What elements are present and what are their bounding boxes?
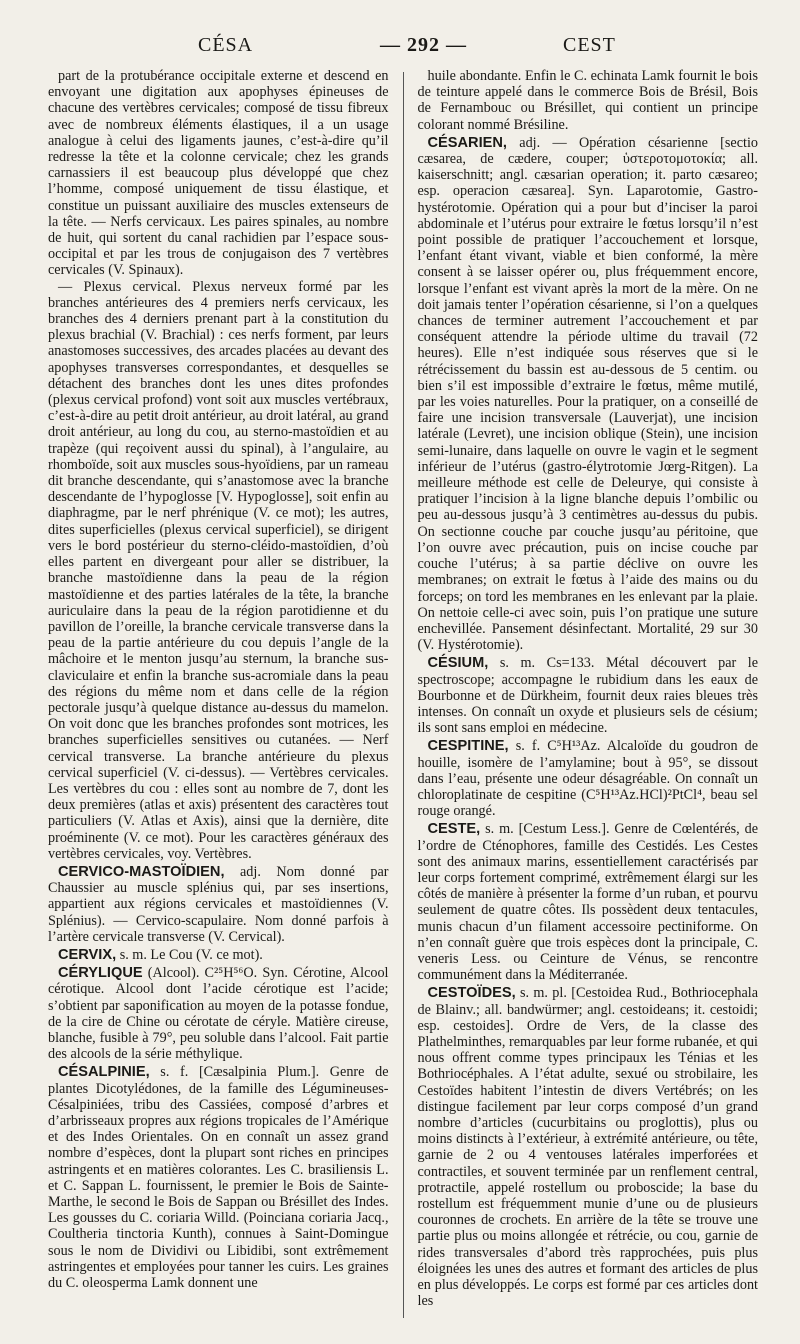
- entry-text: s. m. Cs=133. Métal découvert par le spectroscope; accompagne le rubidium dans les eaux de Bourbonne et de Dürkheim, fournit deux raies bleues très intenses. On connaît un oxyde et plusieurs sels de césium; ils sont sans emploi en médecine.: [417, 655, 758, 737]
- entry-headword: CÉRYLIQUE: [58, 965, 143, 982]
- dictionary-entry: [418, 821, 759, 983]
- entry-text: adj. — Opération césarienne [sectio cæsarea, de cædere, couper; ὑστεροτομοτοκία; all. kaiserschnitt; angl. cæsarian operation; it. parto cæsareo; esp. operacion cæsarea]. Syn. Laparotomie, Gastro-hystérotomie. Opération qui a pour but d’inciser la paroi abdominale et l’utérus pour extraire le fœtus lorsqu’il n’est point possible de pratiquer l’accouchement et lorsque, l’enfant étant vivant, viable et bien conformé, la mère consent à se laisser opérer ou, plus fréquemment encore, lorsque l’enfant est vivant après la mort de la mère. On ne doit jamais tenter l’opération césarienne, si l’on a quelques chances de terminer autrement l’accouchement et par conséquent attendre la période ultime du travail (72 heures). Elle n’est indiquée sous réserves que si le rétrécissement du bassin est au-dessous de 5 centim. ou bien s’il est impossible d’extraire le fœtus, même mutilé, par les voies naturelles. Pour la pratiquer, on a conseillé de faire une incision transversale (Lauverjat), une incision latérale (Levret), une incision oblique (Stein), une incision semi-lunaire, dans laquelle on ouvre le vagin et le segment inférieur de l’utérus (gastro-élytrotomie Jœrg-Ritgen). La meilleure méthode est celle de Deleurye, qui consiste à pratiquer l’incision à la ligne blanche depuis l’ombilic ou peu au-dessous jusqu’à 3 centimètres au-dessus du pubis. On sectionne couche par couche jusqu’au péritoine, que l’on ouvre avec précaution, puis on incise couche par couche l’utérus; à sa partie déclive on ouvre les membranes; on extrait le fœtus à l’aide des mains ou du forceps; on tord les membranes en les enlevant par la plaie. On nettoie celle-ci avec soin, puis l’on pratique une suture enchevillée. Pansement désinfectant. Mortalité, 29 sur 30 (V. Hystérotomie).: [417, 134, 758, 654]
- dictionary-entry: [48, 1064, 389, 1291]
- two-column-body: [48, 68, 758, 1318]
- entry-text: s. m. pl. [Cestoidea Rud., Bothriocephala de Blainv.; all. bandwürmer; angl. cestoideans; it. cestoidi; esp. cestoides]. Ordre de Vers, de la classe des Plathelminthes, remarquables par leur forme rubanée, et qui nous offrent comme types principaux les Ténias et les Bothriocéphales. A l’état adulte, sexué ou strobilaire, les Cestoïdes habitent l’intestin de divers Vertébrés; on les distingue facilement par leur corps composé d’un grand nombre d’articles (cucurbitains ou proglottis), plus ou moins distincts à l’extérieur, à extrémité antérieure, ou tête, garnie de 2 ou 4 ventouses latérales imperforées et contractiles, et souvent terminée par un renflement central, protractile, appelé rostellum ou proboscide; la base du rostellum est fréquemment munie d’une ou de plusieurs couronnes de crochets. En arrière de la tête se trouve une partie plus ou moins allongée et rétrécie, ou cou, garnie de rides transversales d’abord très rapprochées, puis plus éloignées les unes des autres et formant des articles de plus en plus développés. Le corps est formé par ces articles dont les: [417, 985, 758, 1310]
- entry-headword: CÉSALPINIE,: [58, 1064, 150, 1081]
- entry-headword: CESTOÏDES,: [427, 985, 516, 1002]
- entry-headword: CÉSIUM,: [427, 655, 489, 672]
- column-divider: [403, 72, 404, 1318]
- right-column: [418, 68, 759, 1318]
- dictionary-entry: [418, 985, 759, 1309]
- paragraph: — Plexus cervical. Plexus nerveux formé par les branches antérieures des 4 premiers nerfs cervicaux, les branches des 4 derniers prenant part à la constitution du plexus brachial (V. Brachial) : ces nerfs forment, par leurs anastomoses successives, des arcades placées au devant des apophyses transverses correspondantes, et desquelles se détachent des branches dont les unes dites profondes (plexus cervical profond) vont soit aux muscles vertébraux, c’est-à-dire au petit droit antérieur, au droit latéral, au grand droit antérieur, au long du cou, au sterno-mastoïdien et au trapèze (qui reçoivent aussi du spinal), à l’angulaire, au rhomboïde, soit aux muscles sous-hyoïdiens, par un rameau dit branche descendante, qui s’anastomose avec la branche descendante de l’hypoglosse [V. Hypoglosse], soit enfin au diaphragme, par le nerf phrénique (V. ce mot); les autres, dites superficielles (plexus cervical superficiel), se dirigent vers le bord postérieur du sterno-cléido-mastoïdien, d’où elles partent en divergeant pour aller se distribuer, la branche mastoïdienne dans la peau de la région mastoïdienne et des parties latérales de la tête, la branche auriculaire dans la peau de la région parotidienne et du pavillon de l’oreille, la branche cervicale transverse dans la peau de la partie antérieure du cou depuis l’angle de la mâchoire et le menton jusqu’au sternum, la branche sus-claviculaire et enfin la branche sus-acromiale dans la peau des régions du même nom et dans celle de la région pectorale jusqu’à quelque distance au-dessus du mamelon. On voit donc que les branches profondes sont motrices, les branches superficielles sensitives ou cutanées. — Nerf cervical transverse. La branche antérieure du plexus cervical superficiel (V. ci-dessus). — Vertèbres cervicales. Les vertèbres du cou : elles sont au nombre de 7, dont les deux premières (atlas et axis) présentent des caractères tout particuliers (V. Atlas et Axis), ainsi que la dernière, dite proéminente (V. ce mot). Pour les caractères généraux des vertèbres cervicales, voy. Vertèbres.: [48, 278, 389, 862]
- dictionary-entry: [48, 864, 389, 945]
- left-column: [48, 68, 389, 1318]
- running-header: [48, 34, 758, 68]
- entry-text: s. m. Le Cou (V. ce mot).: [119, 946, 263, 963]
- dictionary-entry: [48, 947, 389, 963]
- entry-text: s. m. [Cestum Less.]. Genre de Cœlentérés, de l’ordre de Cténophores, famille des Cestidés. Les Cestes sont des animaux marins, essentiellement caractérisés par leur corps fortement comprimé, extrêmement élargi sur les côtés de manière à présenter la forme d’un ruban, et pourvu seulement de quatre côtes. Ils possèdent deux tentacules, munis chacun d’un filament accessoire pectiniforme. On n’en connaît guère que trois espèces dont la principale, C. veneris Less. ou Ceinture de Vénus, se rencontre communément dans la Méditerranée.: [417, 821, 758, 984]
- dictionary-entry: [418, 738, 759, 819]
- dictionary-entry: [418, 135, 759, 654]
- entry-text: s. f. C⁵H¹³Az. Alcaloïde du goudron de houille, isomère de l’amylamine; bout à 95°, se dissout dans l’eau, présente une odeur désagréable. On connaît un chloroplatinate de cespitine (C⁵H¹³Az.HCl)²PtCl⁴, beau sel rouge orangé.: [417, 738, 758, 820]
- paragraph: part de la protubérance occipitale externe et descend en envoyant une digitation aux apophyses épineuses de chacune des vertèbres cervicales; composé de tissu fibreux avec de nombreux éléments élastiques, il a un usage analogue à celui des ligaments jaunes, c’est-à-dire qu’il redresse la tête et la colonne cervicale; chez les grands carnassiers il est beaucoup plus développé que chez l’homme, composé uniquement de tissu élastique, et constitue un puissant auxiliaire des muscles extenseurs de la tête. — Nerfs cervicaux. Les paires spinales, au nombre de huit, qui sortent du canal rachidien par l’espace sous-occipital et par les trous de conjugaison des 7 vertèbres cervicales (V. Spinaux).: [48, 68, 389, 279]
- entry-headword: CESTE,: [427, 821, 481, 838]
- header-left-word: CÉSA: [198, 34, 254, 56]
- entry-headword: CESPITINE,: [427, 738, 509, 755]
- dictionary-entry: [48, 965, 389, 1062]
- entry-headword: CÉSARIEN,: [427, 134, 507, 151]
- paragraph: huile abondante. Enfin le C. echinata Lamk fournit le bois de teinture appelé dans le commerce Bois de Brésil, Bois de Fernambouc ou Brésillet, qui contient un principe colorant nommé Brésiline.: [417, 68, 758, 133]
- header-right-word: CEST: [563, 34, 616, 56]
- page-number: — 292 —: [380, 34, 467, 56]
- entry-headword: CERVIX,: [58, 946, 117, 963]
- entry-headword: CERVICO-MASTOÏDIEN,: [58, 863, 225, 880]
- dictionary-entry: [418, 655, 759, 736]
- entry-text: adj. Nom donné par Chaussier au muscle splénius qui, par ses insertions, appartient aux régions cervicales et mastoïdiennes (V. Splénius). — Cervico-scapulaire. Nom donné parfois à l’artère cervicale transverse (V. Cervical).: [48, 863, 389, 945]
- entry-text: (Alcool). C²⁵H⁵⁶O. Syn. Cérotine, Alcool cérotique. Alcool dont l’acide cérotique est l’acide; s’obtient par saponification au moyen de la potasse fondue, de la cire de Chine ou cérotate de céryle. Matière cireuse, blanche, fusible à 79°, peu soluble dans l’alcool. Fait partie des alcools de la série méthylique.: [48, 965, 389, 1063]
- entry-text: s. f. [Cæsalpinia Plum.]. Genre de plantes Dicotylédones, de la famille des Légumineuses-Césalpiniées, tribu des Cassiées, composé d’arbres et d’arbrisseaux propres aux régions tropicales de l’Amérique et des Indes Orientales. On en connaît un assez grand nombre d’espèces, dont la plupart sont riches en principes astringents et en matières colorantes. Les C. brasiliensis L. et C. Sappan L. fournissent, le premier le Bois de Sainte-Marthe, le second le Bois de Sappan ou Brésillet des Indes. Les gousses du C. coriaria Willd. (Poinciana coriaria Jacq., Coultheria tinctoria Kunth), connues à Saint-Domingue sous le nom de Dividivi ou Libidibi, sont extrêmement astringentes et employées pour tanner les cuirs. Les graines du C. oleosperma Lamk donnent une: [48, 1064, 389, 1292]
